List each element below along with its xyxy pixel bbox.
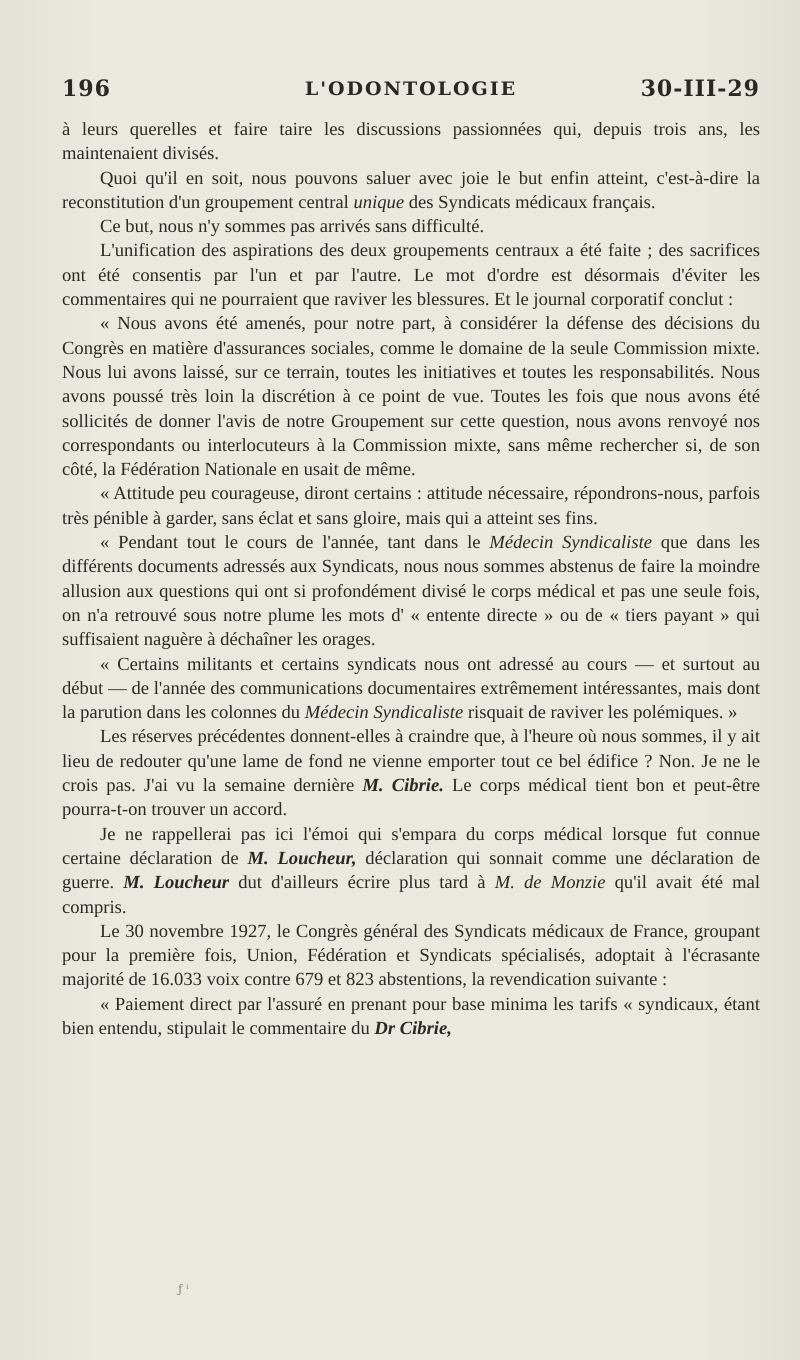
page-number: 196 xyxy=(62,76,111,102)
paragraph-p11 xyxy=(62,920,760,993)
paragraph-p1 xyxy=(62,118,760,167)
text-segment: Le corps médical tient bon et peut-être pourra-t-on trouver un accord. xyxy=(62,775,761,821)
text-segment: Dr Cibrie, xyxy=(374,1017,452,1039)
paragraph-p12 xyxy=(62,993,760,1042)
text-segment: Je ne rappellerai pas ici l'émoi qui s'empara du corps médical lorsque fut connue certaine déclaration de xyxy=(62,823,760,869)
text-segment: M. Cibrie. xyxy=(362,775,444,797)
text-segment: « Attitude peu courageuse, diront certains : attitude nécessaire, répondrons-nous, parfois très pénible à garder, sans éclat et sans gloire, mais qui a atteint ses fins. xyxy=(62,483,760,529)
text-segment: M. de Monzie xyxy=(494,872,606,894)
text-segment: unique xyxy=(353,191,405,213)
text-segment: M. Loucheur xyxy=(123,872,230,894)
text-segment: que dans les différents documents adressés aux Syndicats, nous nous sommes abstenus de faire la moindre allusion aux questions qui ont si profondément divisé le corps médical et pas une seule fois, on n'a retrouvé sous notre plume les mots d' « entente directe » ou de « tiers payant » qui suffisaient naguère à déchaîner les orages. xyxy=(62,532,760,651)
text-segment: dut d'ailleurs écrire plus tard à xyxy=(229,872,495,894)
paragraph-p3 xyxy=(62,215,760,239)
text-segment: qu'il avait été mal compris. xyxy=(62,872,761,918)
text-segment: Médecin Syndicaliste xyxy=(489,532,652,554)
text-segment: « Certains militants et certains syndicats nous ont adressé au cours — et surtout au début — de l'année des communications documentaires extrêmement intéressantes, mais dont la parution dans les colonnes du xyxy=(62,653,760,724)
text-segment: déclaration qui sonnait comme une déclaration de guerre. xyxy=(62,847,760,894)
paragraph-p7 xyxy=(62,531,760,652)
paragraph-p6 xyxy=(62,482,760,531)
issue-date: 30-III-29 xyxy=(640,76,760,102)
paragraph-p4 xyxy=(62,239,760,312)
article-body xyxy=(62,118,760,1041)
paragraph-p8 xyxy=(62,653,760,726)
paragraph-p10 xyxy=(62,823,760,920)
page-header xyxy=(62,72,760,112)
journal-title: L'ODONTOLOGIE xyxy=(304,78,518,100)
text-segment: risquait de raviver les polémiques. » xyxy=(463,702,738,724)
text-segment: Ce but, nous n'y sommes pas arrivés sans difficulté. xyxy=(100,216,485,238)
text-segment: M. Loucheur, xyxy=(247,847,357,869)
text-segment: « Pendant tout le cours de l'année, tant dans le xyxy=(100,532,490,554)
paragraph-p9 xyxy=(62,725,760,822)
paragraph-p5 xyxy=(62,312,760,482)
text-segment: des Syndicats médicaux français. xyxy=(404,191,656,213)
text-segment: L'unification des aspirations des deux groupements centraux a été faite ; des sacrifices ont été consentis par l'un et par l'autre. Le mot d'ordre est désormais d'éviter les commentaires qui ne pourraient que raviver les blessures. Et le journal corporatif conclut : xyxy=(62,240,760,311)
text-segment: à leurs querelles et faire taire les discussions passionnées qui, depuis trois ans, les maintenaient divisés. xyxy=(62,119,760,165)
footer-mark: ƒ ⁱ xyxy=(178,1282,189,1296)
paragraph-p2 xyxy=(62,167,760,216)
text-segment: Les réserves précédentes donnent-elles à craindre que, à l'heure où nous sommes, il y ait lieu de redouter qu'une lame de fond ne vienne emporter tout ce bel édifice ? Non. Je ne le crois pas. J'ai vu la semaine dernière xyxy=(62,726,760,797)
text-segment: Quoi qu'il en soit, nous pouvons saluer avec joie le but enfin atteint, c'est-à-dire la reconstitution d'un groupement central xyxy=(62,167,760,213)
text-segment: Médecin Syndicaliste xyxy=(304,702,464,724)
text-segment: « Nous avons été amenés, pour notre part, à considérer la défense des décisions du Congrès en matière d'assurances sociales, comme le domaine de la seule Commission mixte. Nous lui avons laissé, sur ce terrain, toutes les initiatives et toutes les responsabilités. Nous avons poussé très loin la discrétion à ce point de vue. Toutes les fois que nous avons été sollicités de donner l'avis de notre Groupement sur cette question, nous avons renvoyé nos correspondants ou interlocuteurs à la Commission mixte, sans même rechercher si, de son côté, la Fédération Nationale en usait de même. xyxy=(62,313,760,481)
text-segment: Le 30 novembre 1927, le Congrès général des Syndicats médicaux de France, groupant pour la première fois, Union, Fédération et Syndicats spécialisés, adoptait à l'écrasante majorité de 16.033 voix contre 679 et 823 abstentions, la revendication suivante : xyxy=(62,920,760,991)
text-segment: « Paiement direct par l'assuré en prenant pour base minima les tarifs « syndicaux, étant bien entendu, stipulait le commentaire du xyxy=(62,993,760,1039)
